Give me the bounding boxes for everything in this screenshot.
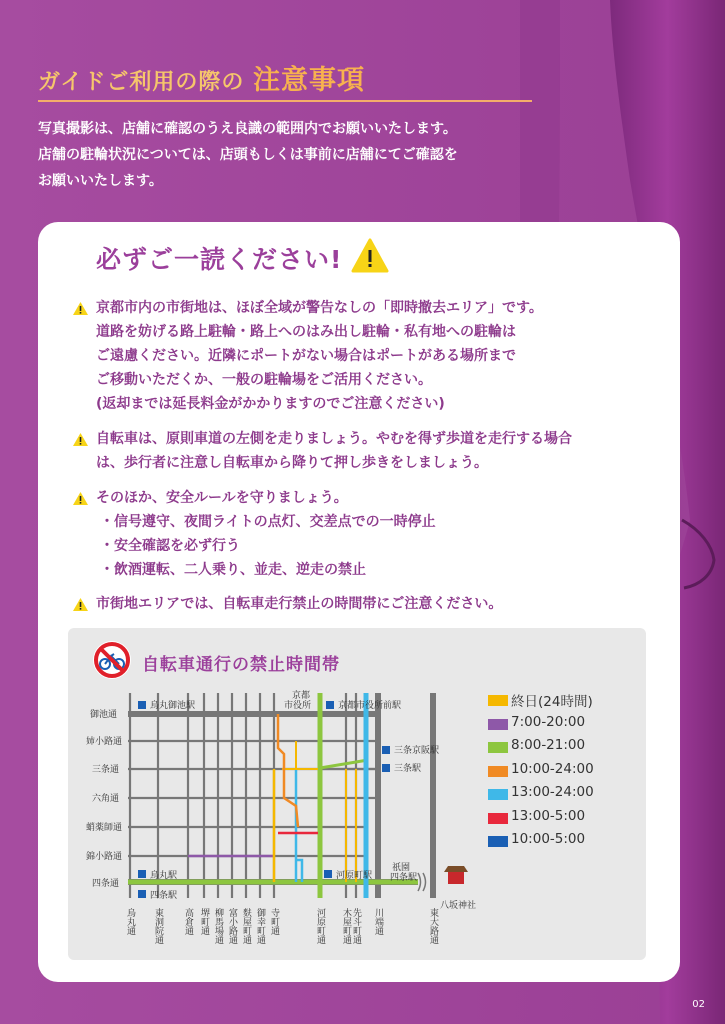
item-text: 自転車は、原則車道の左側を走りましょう。やむを得ず歩道を走行する場合: [96, 431, 572, 447]
station-label: 烏丸御池駅: [150, 701, 196, 711]
intro-text: [38, 116, 538, 194]
notice-item-parking: [72, 296, 543, 416]
street-label: 御幸町通: [255, 908, 265, 944]
street-label: 寺町通: [269, 908, 279, 935]
intro-line: お願いいたします。: [38, 173, 163, 189]
legend-label: 7:00-20:00: [511, 713, 586, 730]
street-label: 蛸薬師通: [86, 823, 123, 833]
legend-swatch: [488, 789, 508, 800]
item-text: (返却までは延長料金がかかりますのでご注意ください): [96, 396, 445, 412]
station-label: 三条京阪駅: [394, 746, 440, 756]
header-divider: [38, 100, 532, 102]
legend-swatch: [488, 742, 508, 753]
warning-icon: [72, 432, 89, 447]
header-title-part1: ガイドご利用の際の: [38, 70, 245, 95]
landmark-label: 八坂神社: [440, 901, 477, 911]
header-title: [38, 58, 365, 97]
legend-swatch: [488, 813, 508, 824]
street-label: 富小路通: [227, 908, 237, 944]
station-label: 河原町駅: [336, 871, 373, 881]
legend-label: 10:00-5:00: [511, 831, 586, 847]
street-label: 麩屋町通: [241, 908, 251, 944]
station-label: 四条駅: [150, 891, 178, 901]
item-text: ご移動いただくか、一般の駐輪場をご活用ください。: [96, 372, 432, 388]
map-title: 自転車通行の禁止時間帯: [142, 655, 340, 675]
notice-item-time-zone: [72, 592, 502, 616]
street-label: 先斗町通: [351, 908, 361, 944]
legend-label: 8:00-21:00: [511, 737, 586, 753]
street-label: 錦小路通: [86, 852, 123, 862]
item-text: ・安全確認を必ず行う: [100, 538, 240, 554]
station-label: 京都市役所前駅: [338, 701, 402, 711]
street-label: 東洞院通: [153, 908, 163, 944]
legend-label: 終日(24時間): [511, 694, 593, 710]
street-label: 烏丸通: [125, 908, 135, 935]
street-label: 三条通: [92, 765, 120, 775]
notice-title: 必ずご一読ください!: [96, 245, 343, 274]
notice-item-road-rule: [72, 427, 572, 475]
street-label: 姉小路通: [86, 737, 123, 747]
station-label: 三条駅: [394, 764, 422, 774]
item-text: 道路を妨げる路上駐輪・路上へのはみ出し駐輪・私有地への駐輪は: [96, 324, 516, 340]
station-label: 烏丸駅: [150, 871, 178, 881]
street-label: 六角通: [92, 794, 120, 804]
street-label: 川端通: [373, 908, 383, 935]
street-label: 柳馬場通: [213, 908, 223, 944]
street-label: 堺町通: [199, 908, 209, 935]
warning-icon: [72, 301, 89, 316]
street-label: 御池通: [90, 710, 118, 720]
legend-swatch: [488, 836, 508, 847]
item-text: 市街地エリアでは、自転車走行禁止の時間帯にご注意ください。: [96, 596, 503, 612]
landmark-label: 市役所: [284, 701, 312, 711]
item-text: ・信号遵守、夜間ライトの点灯、交差点での一時停止: [100, 514, 436, 530]
header-title-part2: 注意事項: [253, 65, 366, 96]
page-number: 02: [692, 999, 705, 1010]
intro-line: 店舗の駐輪状況については、店頭もしくは事前に店舗にてご確認を: [38, 147, 458, 163]
item-text: 京都市内の市街地は、ほぼ全域が警告なしの「即時撤去エリア」です。: [96, 300, 543, 316]
landmark-label: 四条駅: [390, 873, 418, 883]
warning-icon: [72, 597, 89, 612]
landmark-label: 京都: [292, 691, 311, 701]
legend-swatch: [488, 695, 508, 706]
legend-swatch: [488, 719, 508, 730]
item-text: ご遠慮ください。近隣にポートがない場合はポートがある場所まで: [96, 348, 516, 364]
street-label: 東大路通: [428, 908, 438, 944]
street-label: 河原町通: [315, 908, 325, 944]
item-text: は、歩行者に注意し自転車から降りて押し歩きをしましょう。: [96, 455, 488, 471]
street-label: 四条通: [92, 879, 120, 889]
notice-item-safety: [72, 486, 436, 582]
legend-label: 10:00-24:00: [511, 760, 594, 777]
landmark-label: 祇園: [392, 863, 411, 873]
item-text: そのほか、安全ルールを守りましょう。: [96, 490, 348, 506]
intro-line: 写真撮影は、店舗に確認のうえ良識の範囲内でお願いいたします。: [38, 121, 457, 137]
street-label: 木屋町通: [341, 908, 351, 944]
legend-label: 13:00-5:00: [511, 807, 586, 824]
warning-icon: [351, 238, 389, 274]
warning-icon: [72, 491, 89, 506]
legend-swatch: [488, 766, 508, 777]
legend-label: 13:00-24:00: [511, 784, 594, 800]
street-label: 高倉通: [183, 908, 193, 935]
item-text: ・飲酒運転、二人乗り、並走、逆走の禁止: [100, 562, 366, 578]
